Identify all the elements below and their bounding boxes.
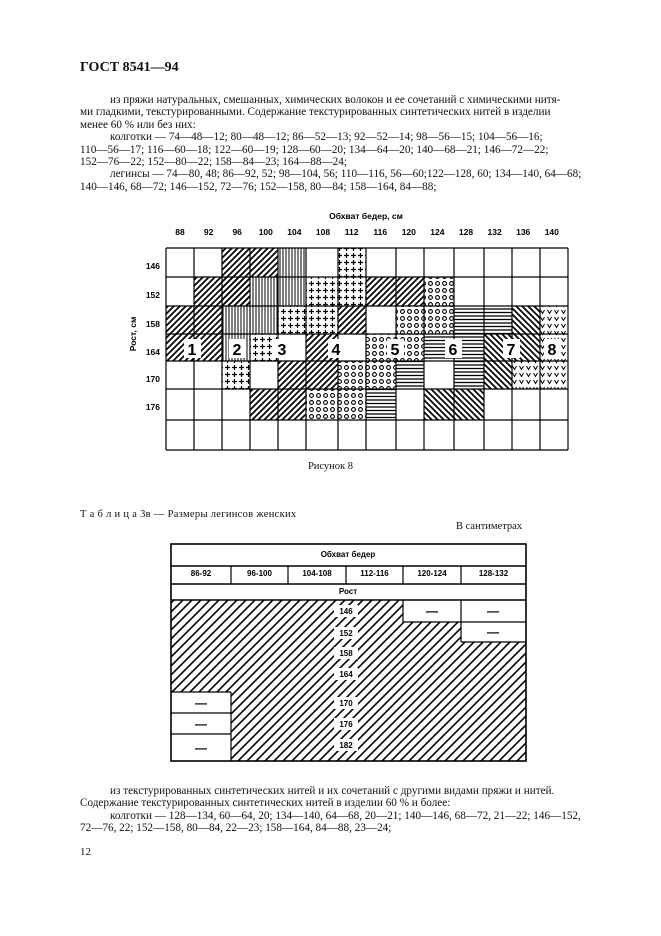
table-header-top: Обхват бедер xyxy=(320,550,376,559)
zone-4-upper xyxy=(396,277,424,306)
x-tick-label: 104 xyxy=(287,227,302,237)
table-hatched-area xyxy=(171,600,526,761)
zone-label: 6 xyxy=(448,342,458,359)
x-tick-label: 112 xyxy=(344,227,359,237)
zone-label: 3 xyxy=(277,342,287,359)
x-axis-title: Обхват бедер, см xyxy=(329,211,403,221)
text-line: легинсы — 74—80, 48; 86—92, 52; 98—104, 56; 110—116, 56—60;122—128, 60; 134—140, 64—68; xyxy=(110,168,582,181)
table-dash: — xyxy=(195,741,207,755)
x-tick-label: 140 xyxy=(544,227,559,237)
table-title: Т а б л и ц а 3в — Размеры легинсов женских xyxy=(80,509,297,520)
text-line: 72—76, 22; 152—158, 80—84, 22—23; 158—164, 84—88, 23—24; xyxy=(80,822,392,835)
text-line: 140—146, 68—72; 146—152, 72—76; 152—158, 80—84; 158—164, 84—88; xyxy=(80,180,437,193)
table-column-header: 86-92 xyxy=(190,569,212,578)
y-tick-label: 158 xyxy=(145,319,160,329)
table-column-header: 128-132 xyxy=(478,569,509,578)
y-tick-label: 176 xyxy=(145,402,160,412)
text-line: из пряжи натуральных, смешанных, химических волокон и ее сочетаний с химическими нитя- xyxy=(110,94,561,106)
table-height-label: 170 xyxy=(339,699,353,708)
table-height-label: 146 xyxy=(339,607,353,616)
x-tick-label: 128 xyxy=(458,227,474,237)
table-column-header: 96-100 xyxy=(247,569,272,578)
text-line: ми гладкими, текстурированными. Содержание текстурированных синтетических нитей в изделии xyxy=(80,106,551,119)
table-height-label: 176 xyxy=(339,720,353,729)
x-tick-label: 100 xyxy=(258,227,273,237)
x-tick-labels xyxy=(175,227,559,237)
table-height-label: 152 xyxy=(339,629,353,638)
y-tick-label: 146 xyxy=(145,261,160,271)
table-column-header: 112-116 xyxy=(360,569,389,578)
x-tick-label: 92 xyxy=(203,227,214,237)
zone-label: 5 xyxy=(390,342,400,359)
text-line: менее 60 % или без них: xyxy=(80,118,196,131)
table-height-label: 158 xyxy=(339,649,353,658)
x-tick-label: 88 xyxy=(175,227,185,237)
x-tick-label: 108 xyxy=(315,227,331,237)
y-tick-label: 152 xyxy=(145,290,160,300)
table-subheader: Рост xyxy=(338,587,358,596)
y-tick-labels xyxy=(146,261,160,412)
x-tick-label: 132 xyxy=(487,227,502,237)
x-tick-label: 124 xyxy=(430,227,445,237)
zone-label: 7 xyxy=(506,342,516,359)
x-tick-label: 116 xyxy=(373,227,388,237)
text-line: из текстурированных синтетических нитей и их сочетаний с другими видами пряжи и нитей. xyxy=(110,785,555,797)
y-tick-label: 170 xyxy=(145,374,160,384)
text-line: 110—56—17; 116—60—18; 122—60—19; 128—60—20; 134—64—20; 140—68—21; 146—72—22; xyxy=(80,143,549,156)
figure-caption: Рисунок 8 xyxy=(307,461,354,472)
paragraph-textured xyxy=(80,785,600,835)
text-line: Содержание текстурированных синтетических нитей в изделии 60 % и более: xyxy=(80,797,451,810)
zone-label: 2 xyxy=(232,342,242,359)
text-line: колготки — 74—48—12; 80—48—12; 86—52—13; 92—52—14; 98—56—15; 104—56—16; xyxy=(110,131,543,144)
x-tick-label: 96 xyxy=(232,227,242,237)
table-column-header: 120-124 xyxy=(417,569,447,578)
document-header: ГОСТ 8541—94 xyxy=(80,60,179,75)
x-tick-label: 120 xyxy=(401,227,416,237)
x-tick-label: 136 xyxy=(516,227,531,237)
table-units: В сантиметрах xyxy=(456,521,523,532)
y-tick-label: 164 xyxy=(145,347,160,357)
table-height-label: 164 xyxy=(339,670,353,679)
table-dash: — xyxy=(195,696,207,710)
page-number: 12 xyxy=(80,846,91,858)
zone-label: 4 xyxy=(331,342,341,359)
text-line: 152—76—22; 152—80—22; 158—84—23; 164—88—24; xyxy=(80,156,347,169)
table-height-label: 182 xyxy=(339,741,353,750)
table-dash: — xyxy=(195,717,207,731)
table-column-header: 104-108 xyxy=(302,569,332,578)
zone-label: 8 xyxy=(547,342,557,359)
table-dash: — xyxy=(487,604,499,618)
table-dash: — xyxy=(426,604,438,618)
size-chart-figure xyxy=(120,208,580,458)
zone-label: 1 xyxy=(187,342,197,359)
y-axis-title: Рост, см xyxy=(128,316,138,352)
table-dash: — xyxy=(487,625,499,639)
paragraph-intro xyxy=(80,94,586,193)
size-table xyxy=(168,542,532,764)
text-line: колготки — 128—134, 60—64, 20; 134—140, 64—68, 20—21; 140—146, 68—72, 21—22; 146—152, xyxy=(110,809,581,822)
